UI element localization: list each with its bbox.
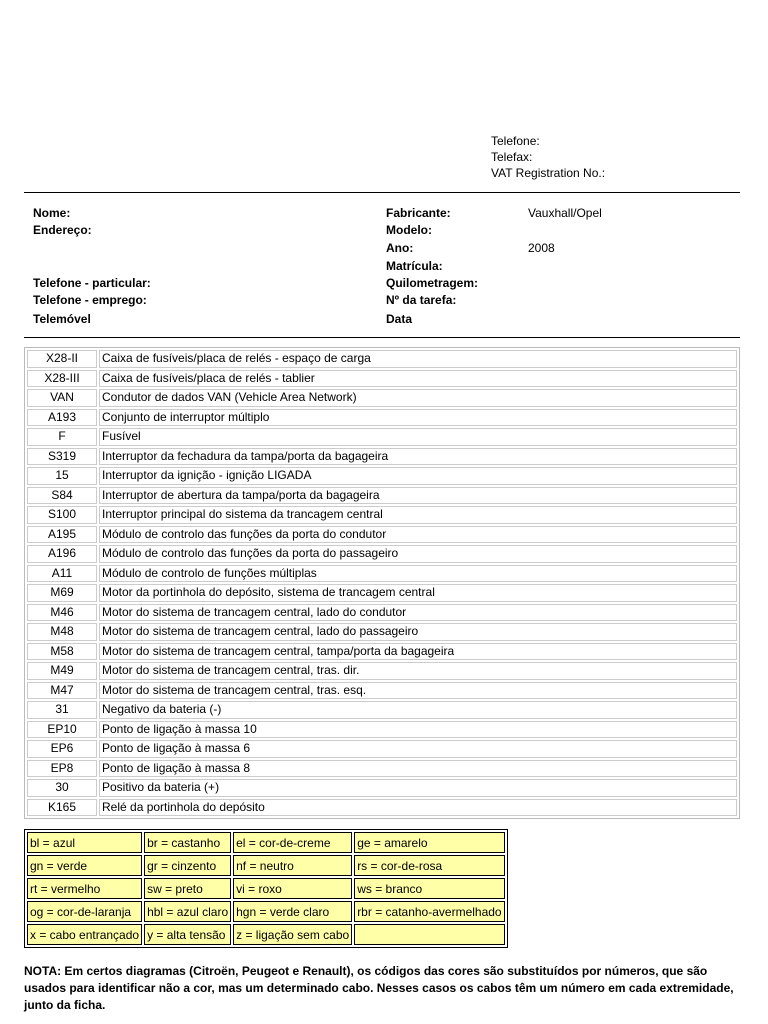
model-label: Modelo: [386, 223, 432, 237]
mobile-label: Telemóvel [33, 312, 91, 326]
color-code-cell: rbr = catanho-avermelhado [354, 901, 504, 922]
table-row [27, 506, 737, 524]
component-code: X28-III [27, 370, 97, 388]
table-row [27, 428, 737, 446]
color-code-cell: gr = cinzento [144, 855, 231, 876]
component-code: A193 [27, 409, 97, 427]
component-description: Interruptor da ignição - ignição LIGADA [99, 467, 737, 485]
color-code-cell: ge = amarelo [354, 832, 504, 853]
table-row [27, 799, 737, 817]
table-row [27, 682, 737, 700]
table-row [27, 779, 737, 797]
color-code-cell: hbl = azul claro [144, 901, 231, 922]
component-code: K165 [27, 799, 97, 817]
component-description: Relé da portinhola do depósito [99, 799, 737, 817]
table-row [27, 409, 737, 427]
component-code: 30 [27, 779, 97, 797]
component-code: EP8 [27, 760, 97, 778]
component-description: Interruptor da fechadura da tampa/porta da bagageira [99, 448, 737, 466]
component-code: S319 [27, 448, 97, 466]
component-code: VAN [27, 389, 97, 407]
component-description: Motor do sistema de trancagem central, lado do passageiro [99, 623, 737, 641]
color-code-cell: rt = vermelho [27, 878, 142, 899]
manufacturer-label: Fabricante: [386, 206, 451, 220]
component-description: Módulo de controlo das funções da porta do passageiro [99, 545, 737, 563]
phone-label: Telefone: [491, 134, 540, 148]
table-row [27, 526, 737, 544]
table-row [27, 623, 737, 641]
component-description: Fusível [99, 428, 737, 446]
color-code-cell: z = ligação sem cabo [233, 924, 352, 945]
table-row [27, 487, 737, 505]
component-code: EP10 [27, 721, 97, 739]
color-code-cell: br = castanho [144, 832, 231, 853]
vat-label: VAT Registration No.: [491, 166, 606, 180]
color-code-cell: rs = cor-de-rosa [354, 855, 504, 876]
color-code-cell: sw = preto [144, 878, 231, 899]
registration-label: Matrícula: [386, 259, 443, 273]
table-row [27, 760, 737, 778]
name-label: Nome: [33, 206, 71, 220]
color-code-cell: hgn = verde claro [233, 901, 352, 922]
component-description: Interruptor de abertura da tampa/porta da bagageira [99, 487, 737, 505]
table-row [27, 448, 737, 466]
component-code: X28-II [27, 350, 97, 368]
component-code: F [27, 428, 97, 446]
color-code-cell: el = cor-de-creme [233, 832, 352, 853]
color-row [27, 855, 505, 876]
table-row [27, 565, 737, 583]
color-row [27, 878, 505, 899]
component-code: EP6 [27, 740, 97, 758]
component-code: S100 [27, 506, 97, 524]
color-code-cell: x = cabo entrançado [27, 924, 142, 945]
color-code-cell: bl = azul [27, 832, 142, 853]
table-row [27, 389, 737, 407]
table-row [27, 584, 737, 602]
component-description: Módulo de controlo das funções da porta do condutor [99, 526, 737, 544]
component-code: 31 [27, 701, 97, 719]
year-value: 2008 [528, 241, 555, 255]
table-row [27, 643, 737, 661]
component-description: Motor do sistema de trancagem central, lado do condutor [99, 604, 737, 622]
address-label: Endereço: [33, 223, 92, 237]
component-code: A195 [27, 526, 97, 544]
home-phone-label: Telefone - particular: [33, 276, 151, 290]
color-code-cell [354, 924, 504, 945]
table-row [27, 467, 737, 485]
component-description: Motor da portinhola do depósito, sistema de trancagem central [99, 584, 737, 602]
table-row [27, 545, 737, 563]
divider-top [24, 192, 740, 193]
note-text: NOTA: Em certos diagramas (Citroën, Peugeot e Renault), os códigos das cores são substituídos por números, que são usados para identificar não a cor, mas um determinado cabo. Nesses casos os cabos têm um número em cada extremidade, junto da ficha. [24, 964, 734, 1012]
component-code: A196 [27, 545, 97, 563]
component-code: M46 [27, 604, 97, 622]
component-code: 15 [27, 467, 97, 485]
component-description: Positivo da bateria (+) [99, 779, 737, 797]
component-description: Interruptor principal do sistema da trancagem central [99, 506, 737, 524]
color-code-cell: gn = verde [27, 855, 142, 876]
mileage-label: Quilometragem: [386, 276, 479, 290]
color-codes-table [24, 829, 508, 948]
component-description: Negativo da bateria (-) [99, 701, 737, 719]
component-description: Motor do sistema de trancagem central, tampa/porta da bagageira [99, 643, 737, 661]
component-description: Caixa de fusíveis/placa de relés - tablier [99, 370, 737, 388]
color-code-cell: y = alta tensão [144, 924, 231, 945]
job-number-label: Nº da tarefa: [386, 293, 457, 307]
component-description: Conjunto de interruptor múltiplo [99, 409, 737, 427]
fax-label: Telefax: [491, 150, 533, 164]
table-row [27, 604, 737, 622]
color-code-cell: ws = branco [354, 878, 504, 899]
component-code: M49 [27, 662, 97, 680]
manufacturer-value: Vauxhall/Opel [528, 206, 602, 220]
table-row [27, 740, 737, 758]
company-info [491, 133, 605, 181]
year-label: Ano: [386, 241, 414, 255]
component-description: Motor do sistema de trancagem central, tras. dir. [99, 662, 737, 680]
color-code-cell: og = cor-de-laranja [27, 901, 142, 922]
color-code-cell: nf = neutro [233, 855, 352, 876]
component-description: Ponto de ligação à massa 10 [99, 721, 737, 739]
table-row [27, 701, 737, 719]
component-description: Ponto de ligação à massa 6 [99, 740, 737, 758]
components-table [24, 347, 740, 819]
divider-bottom [24, 337, 740, 338]
component-code: A11 [27, 565, 97, 583]
table-row [27, 370, 737, 388]
component-code: S84 [27, 487, 97, 505]
color-row [27, 924, 505, 945]
color-code-cell: vi = roxo [233, 878, 352, 899]
component-code: M58 [27, 643, 97, 661]
component-code: M69 [27, 584, 97, 602]
component-description: Caixa de fusíveis/placa de relés - espaço de carga [99, 350, 737, 368]
component-description: Condutor de dados VAN (Vehicle Area Network) [99, 389, 737, 407]
work-phone-label: Telefone - emprego: [33, 293, 147, 307]
color-row [27, 832, 505, 853]
date-label: Data [386, 312, 413, 326]
table-row [27, 350, 737, 368]
color-row [27, 901, 505, 922]
table-row [27, 662, 737, 680]
component-code: M48 [27, 623, 97, 641]
component-description: Ponto de ligação à massa 8 [99, 760, 737, 778]
component-description: Motor do sistema de trancagem central, tras. esq. [99, 682, 737, 700]
component-description: Módulo de controlo de funções múltiplas [99, 565, 737, 583]
component-code: M47 [27, 682, 97, 700]
table-row [27, 721, 737, 739]
